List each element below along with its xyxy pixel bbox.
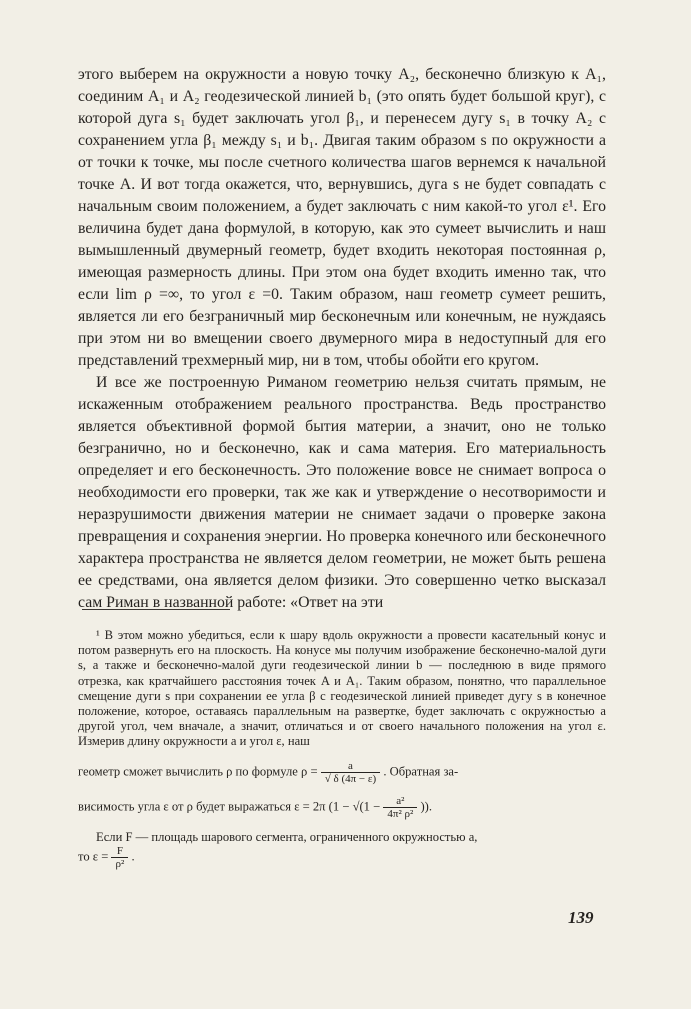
body-paragraph: этого выберем на окружности a новую точку A₂, бесконечно близкую к A₁, соединим A₁ и A₂ геодезической линией b₁ (это опять будет большой круг), с которой дуга s₁ будет заключать угол β₁, и перенесем дугу s₁ в точку A₂ с сохранением угла β₁ между s₁ и b₁. Двигая таким образом s по окружности a от точки к точке, мы после счетного количества шагов вернемся к начальной точке A. И вот тогда окажется, что, вернувшись, дуга s не будет совпадать с начальным своим положением, а будет заключать с ним какой-то угол ε¹. Его величина будет дана формулой, в которую, как это сумеет вычислить и наш вымышленный двумерный геометр, будет входить некоторая постоянная ρ, имеющая размерность длины. При этом она будет входить именно так, что если lim ρ =∞, то угол ε =0. Таким образом, наш геометр сумеет решить, является ли его безграничный мир бесконечным или конечным, не нуждаясь при этом ни во вмещении своего двумерного мира в недоступный для его представлений трехмерный мир, ни в том, чтобы обойти его кругом.	[78, 66, 606, 369]
footnote-paragraph: ¹ В этом можно убедиться, если к шару вдоль окружности a провести касательный конус и потом развернуть его на плоскость. На конусе мы получим изображение бесконечно-малой дуги s, а также и бесконечно-малой дуги геодезической линии b — последнюю в виде прямого отрезка, как кратчайшего расстояния точек A и A₁. Таким образом, понятно, что параллельное смещение дуги s при сохранении ее угла β с геодезической линией приведет дугу s в конечное положение, которое, оставаясь параллельным на развертке, будет заключать с окружностью a другой угол, чем вначале, а значит, отличаться и от своего начального положения на угол ε. Измерив длину окружности a и угол ε, наш	[78, 628, 606, 749]
fraction-numerator: F	[111, 845, 128, 858]
formula-text: )).	[420, 799, 432, 814]
formula-text: висимость угла ε от ρ будет выражаться ε = 2π (1 − √(1 −	[78, 799, 381, 814]
formula-fraction	[383, 795, 417, 820]
fraction-numerator: a	[321, 760, 380, 773]
fraction-denominator: 4π² ρ²	[387, 807, 414, 820]
footnote-line: Если F — площадь шарового сегмента, ограниченного окружностью a,	[96, 829, 478, 844]
footnote-separator	[82, 609, 230, 610]
fraction-numerator: a²	[383, 795, 417, 808]
formula-text: .	[131, 849, 135, 864]
formula-text: геометр сможет вычислить ρ по формуле ρ =	[78, 764, 318, 779]
footnote-formula-area	[78, 845, 606, 870]
formula-text: то ε =	[78, 849, 109, 864]
page-number: 139	[568, 908, 594, 927]
formula-fraction	[111, 845, 128, 870]
main-text	[78, 64, 606, 614]
fraction-denominator: √ δ (4π − ε)	[324, 772, 377, 785]
formula-fraction	[321, 760, 380, 785]
footnote-formula-rho	[78, 760, 606, 785]
footnote-formula-epsilon	[78, 795, 606, 820]
footnote	[78, 628, 606, 870]
body-paragraph: И все же построенную Риманом геометрию нельзя считать прямым, не искаженным отображением реального пространства. Ведь пространство является объективной формой бытия материи, а значит, оно не только безгранично, но и бесконечно, как и сама материя. Его материальность определяет и его бесконечность. Это положение вовсе не снимает вопроса о необходимости его проверки, так же как и утверждение о несотворимости и неразрушимости движения материи не снимает задачи о проверке закона превращения и сохранения энергии. Но проверка конечного или бесконечного характера пространства не является делом геометрии, не может быть решена ее средствами, она является делом физики. Это совершенно четко высказал сам Риман в названной работе: «Ответ на эти	[78, 374, 606, 611]
fraction-denominator: ρ²	[115, 857, 125, 870]
formula-text: . Обратная за-	[383, 764, 459, 779]
